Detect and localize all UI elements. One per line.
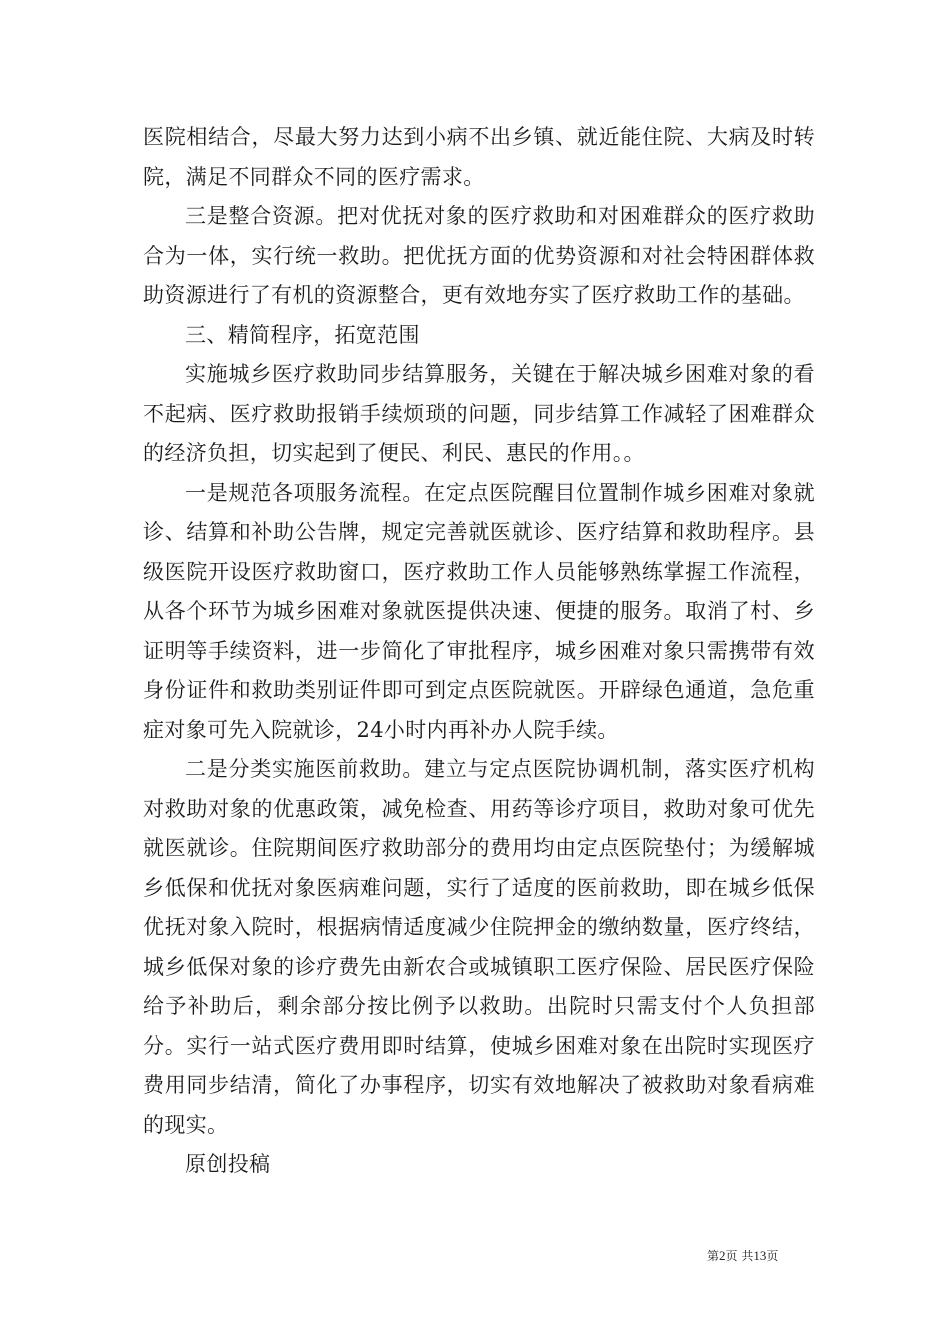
paragraph-5: 二是分类实施医前救助。建立与定点医院协调机制，落实医疗机构对救助对象的优惠政策，减免检查、用药等诊疗项目，救助对象可优先就医就诊。住院期间医疗救助部分的费用均由定点医院垫付；为缓解城乡低保和优抚对象医病难问题，实行了适度的医前救助，即在城乡低保优抚对象入院时，根据病情适度减少住院押金的缴纳数量，医疗终结，城乡低保对象的诊疗费先由新农合或城镇职工医疗保险、居民医疗保险给予补助后，剩余部分按比例予以救助。出院时只需支付个人负担部分。实行一站式医疗费用即时结算，使城乡困难对象在出院时实现医疗费用同步结清，简化了办事程序，切实有效地解决了被救助对象看病难的现实。 — [143, 757, 815, 1137]
footer-prefix: 第 — [707, 1249, 720, 1263]
current-page-number: 2 — [719, 1248, 726, 1263]
page-footer — [707, 1247, 778, 1264]
paragraph-3: 实施城乡医疗救助同步结算服务，关键在于解决城乡困难对象的看不起病、医疗救助报销手续烦琐的问题，同步结算工作减轻了困难群众的经济负担，切实起到了便民、利民、惠民的作用。。 — [143, 362, 815, 465]
paragraph-6: 原创投稿 — [185, 1152, 271, 1176]
paragraph-2: 三是整合资源。把对优抚对象的医疗救助和对困难群众的医疗救助合为一体，实行统一救助。把优抚方面的优势资源和对社会特困群体救助资源进行了有机的资源整合，更有效地夯实了医疗救助工作的基础。 — [143, 204, 815, 307]
total-pages-number: 13 — [753, 1248, 767, 1263]
document-body — [143, 118, 815, 1185]
paragraph-4: 一是规范各项服务流程。在定点医院醒目位置制作城乡困难对象就诊、结算和补助公告牌，规定完善就医就诊、医疗结算和救助程序。县级医院开设医疗救助窗口，医疗救助工作人员能够熟练掌握工作流程，从各个环节为城乡困难对象就医提供决速、便捷的服务。取消了村、乡证明等手续资料，进一步简化了审批程序，城乡困难对象只需携带有效身份证件和救助类别证件即可到定点医院就医。开辟绿色通道，急危重症对象可先入院就诊，24小时内再补办人院手续。 — [143, 480, 815, 742]
paragraph-1: 医院相结合，尽最大努力达到小病不出乡镇、就近能住院、大病及时转院，满足不同群众不同的医疗需求。 — [143, 125, 815, 189]
footer-suffix: 页 — [766, 1249, 779, 1263]
section-heading: 三、精简程序，拓宽范围 — [185, 322, 420, 347]
footer-middle: 页 共 — [725, 1249, 754, 1263]
